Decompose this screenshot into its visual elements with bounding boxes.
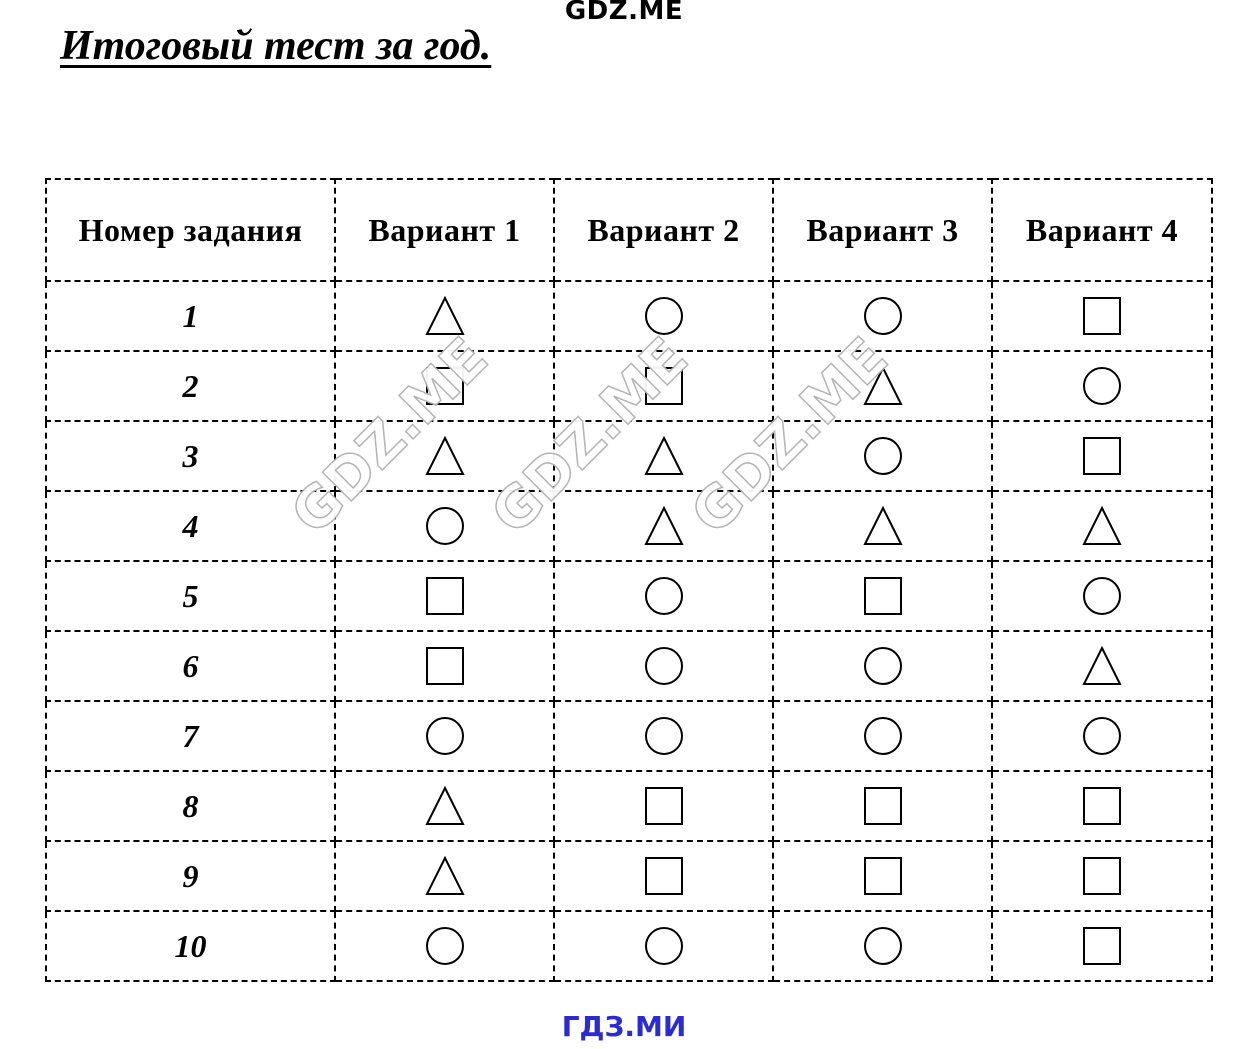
circle-icon	[1082, 576, 1122, 616]
square-icon	[644, 786, 684, 826]
table-row	[46, 911, 1212, 981]
answer-cell-variant-2	[554, 351, 773, 421]
header-variant-4: Вариант 4	[992, 179, 1212, 281]
task-number: 4	[46, 491, 335, 561]
answer-cell-variant-4	[992, 421, 1212, 491]
square-icon	[1082, 926, 1122, 966]
answer-cell-variant-2	[554, 631, 773, 701]
answer-cell-variant-1	[335, 351, 554, 421]
task-number: 10	[46, 911, 335, 981]
page-title: Итоговый тест за год.	[60, 23, 492, 69]
answer-cell-variant-3	[773, 561, 992, 631]
answer-cell-variant-3	[773, 631, 992, 701]
answer-cell-variant-4	[992, 491, 1212, 561]
task-number: 1	[46, 281, 335, 351]
circle-icon	[1082, 366, 1122, 406]
circle-icon	[644, 576, 684, 616]
task-number: 6	[46, 631, 335, 701]
square-icon	[644, 366, 684, 406]
answer-cell-variant-1	[335, 281, 554, 351]
table-row	[46, 281, 1212, 351]
answer-cell-variant-4	[992, 351, 1212, 421]
square-icon	[863, 856, 903, 896]
answer-cell-variant-3	[773, 421, 992, 491]
square-icon	[1082, 296, 1122, 336]
answer-cell-variant-4	[992, 561, 1212, 631]
answer-cell-variant-3	[773, 771, 992, 841]
header-variant-3: Вариант 3	[773, 179, 992, 281]
square-icon	[1082, 436, 1122, 476]
square-icon	[863, 786, 903, 826]
triangle-icon	[425, 296, 465, 336]
table-row	[46, 351, 1212, 421]
table-row	[46, 841, 1212, 911]
answer-cell-variant-1	[335, 771, 554, 841]
watermark-overlay: GDZ.ME	[279, 325, 501, 547]
circle-icon	[644, 646, 684, 686]
answer-cell-variant-2	[554, 841, 773, 911]
triangle-icon	[644, 436, 684, 476]
header-variant-2: Вариант 2	[554, 179, 773, 281]
answer-cell-variant-2	[554, 281, 773, 351]
answer-cell-variant-3	[773, 281, 992, 351]
site-label-bottom: ГДЗ.МИ	[561, 1010, 687, 1043]
table-row	[46, 631, 1212, 701]
table-row	[46, 491, 1212, 561]
triangle-icon	[425, 786, 465, 826]
square-icon	[425, 646, 465, 686]
answer-cell-variant-1	[335, 701, 554, 771]
square-icon	[425, 576, 465, 616]
answer-cell-variant-2	[554, 911, 773, 981]
circle-icon	[644, 716, 684, 756]
circle-icon	[863, 436, 903, 476]
circle-icon	[425, 716, 465, 756]
answer-cell-variant-4	[992, 911, 1212, 981]
answer-cell-variant-2	[554, 701, 773, 771]
square-icon	[863, 576, 903, 616]
answer-cell-variant-1	[335, 631, 554, 701]
site-watermark-top: GDZ.ME	[564, 0, 684, 26]
answer-cell-variant-1	[335, 841, 554, 911]
square-icon	[425, 366, 465, 406]
answer-table	[45, 178, 1213, 982]
answer-cell-variant-2	[554, 491, 773, 561]
answer-cell-variant-1	[335, 421, 554, 491]
triangle-icon	[863, 506, 903, 546]
answer-cell-variant-4	[992, 631, 1212, 701]
triangle-icon	[1082, 646, 1122, 686]
answer-cell-variant-4	[992, 281, 1212, 351]
answer-cell-variant-2	[554, 561, 773, 631]
answer-cell-variant-1	[335, 911, 554, 981]
table-row	[46, 701, 1212, 771]
task-number: 5	[46, 561, 335, 631]
circle-icon	[644, 926, 684, 966]
task-number: 2	[46, 351, 335, 421]
circle-icon	[863, 646, 903, 686]
header-row	[46, 179, 1212, 281]
triangle-icon	[425, 856, 465, 896]
triangle-icon	[863, 366, 903, 406]
square-icon	[1082, 786, 1122, 826]
triangle-icon	[644, 506, 684, 546]
header-task-number: Номер задания	[46, 179, 335, 281]
circle-icon	[425, 506, 465, 546]
answer-cell-variant-1	[335, 561, 554, 631]
triangle-icon	[1082, 506, 1122, 546]
answer-cell-variant-4	[992, 841, 1212, 911]
circle-icon	[863, 926, 903, 966]
square-icon	[1082, 856, 1122, 896]
table-row	[46, 421, 1212, 491]
answer-cell-variant-3	[773, 841, 992, 911]
answer-cell-variant-1	[335, 491, 554, 561]
circle-icon	[644, 296, 684, 336]
header-variant-1: Вариант 1	[335, 179, 554, 281]
task-number: 7	[46, 701, 335, 771]
answer-cell-variant-3	[773, 491, 992, 561]
answer-cell-variant-3	[773, 351, 992, 421]
table-body	[46, 281, 1212, 981]
circle-icon	[1082, 716, 1122, 756]
task-number: 9	[46, 841, 335, 911]
circle-icon	[425, 926, 465, 966]
watermark-overlay: GDZ.ME	[679, 325, 901, 547]
triangle-icon	[425, 436, 465, 476]
circle-icon	[863, 716, 903, 756]
task-number: 8	[46, 771, 335, 841]
watermark-overlay: GDZ.ME	[479, 325, 701, 547]
task-number: 3	[46, 421, 335, 491]
answer-cell-variant-2	[554, 421, 773, 491]
answer-cell-variant-4	[992, 701, 1212, 771]
circle-icon	[863, 296, 903, 336]
table-row	[46, 771, 1212, 841]
square-icon	[644, 856, 684, 896]
answer-cell-variant-4	[992, 771, 1212, 841]
answer-cell-variant-2	[554, 771, 773, 841]
answer-cell-variant-3	[773, 701, 992, 771]
answer-cell-variant-3	[773, 911, 992, 981]
table-row	[46, 561, 1212, 631]
